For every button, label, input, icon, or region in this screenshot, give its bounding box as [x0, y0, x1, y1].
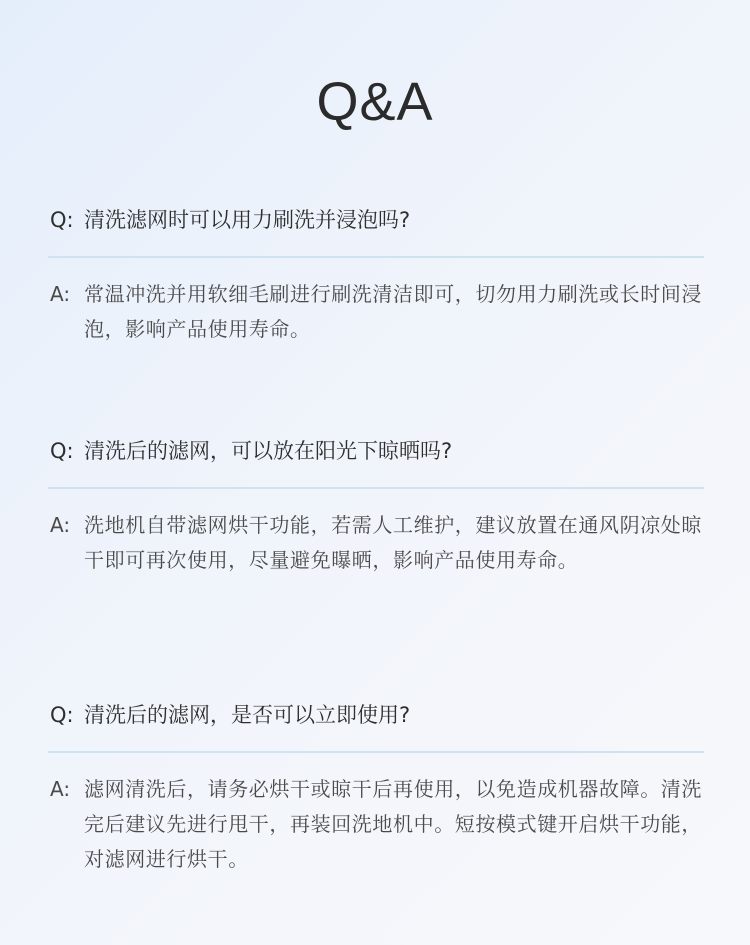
answer-text: 洗地机自带滤网烘干功能，若需人工维护，建议放置在通风阴凉处晾干即可再次使用，尽量避免曝晒，影响产品使用寿命。	[84, 513, 702, 572]
question-text: 清洗后的滤网，是否可以立即使用?	[84, 703, 411, 727]
answer-text: 常温冲洗并用软细毛刷进行刷洗清洁即可，切勿用力刷洗或长时间浸泡，影响产品使用寿命。	[84, 282, 702, 341]
qa-item	[48, 700, 704, 877]
divider	[48, 487, 704, 489]
answer-text: 滤网清洗后，请务必烘干或晾干后再使用，以免造成机器故障。清洗完后建议先进行甩干，再装回洗地机中。短按模式键开启烘干功能，对滤网进行烘干。	[84, 777, 702, 871]
question-prefix: Q:	[50, 439, 74, 463]
divider	[48, 256, 704, 258]
question-row	[48, 700, 704, 730]
question-text: 清洗后的滤网，可以放在阳光下晾晒吗?	[84, 439, 453, 463]
answer-row	[48, 277, 704, 347]
question-row	[48, 205, 704, 235]
answer-prefix: A:	[50, 513, 71, 537]
question-text: 清洗滤网时可以用力刷洗并浸泡吗?	[84, 208, 411, 232]
answer-prefix: A:	[50, 777, 71, 801]
answer-row	[48, 508, 704, 578]
question-prefix: Q:	[50, 208, 74, 232]
answer-prefix: A:	[50, 282, 71, 306]
qa-item	[48, 436, 704, 578]
qa-item	[48, 205, 704, 347]
divider	[48, 751, 704, 753]
page-title: Q&A	[316, 72, 434, 132]
question-row	[48, 436, 704, 466]
answer-row	[48, 772, 704, 877]
question-prefix: Q:	[50, 703, 74, 727]
